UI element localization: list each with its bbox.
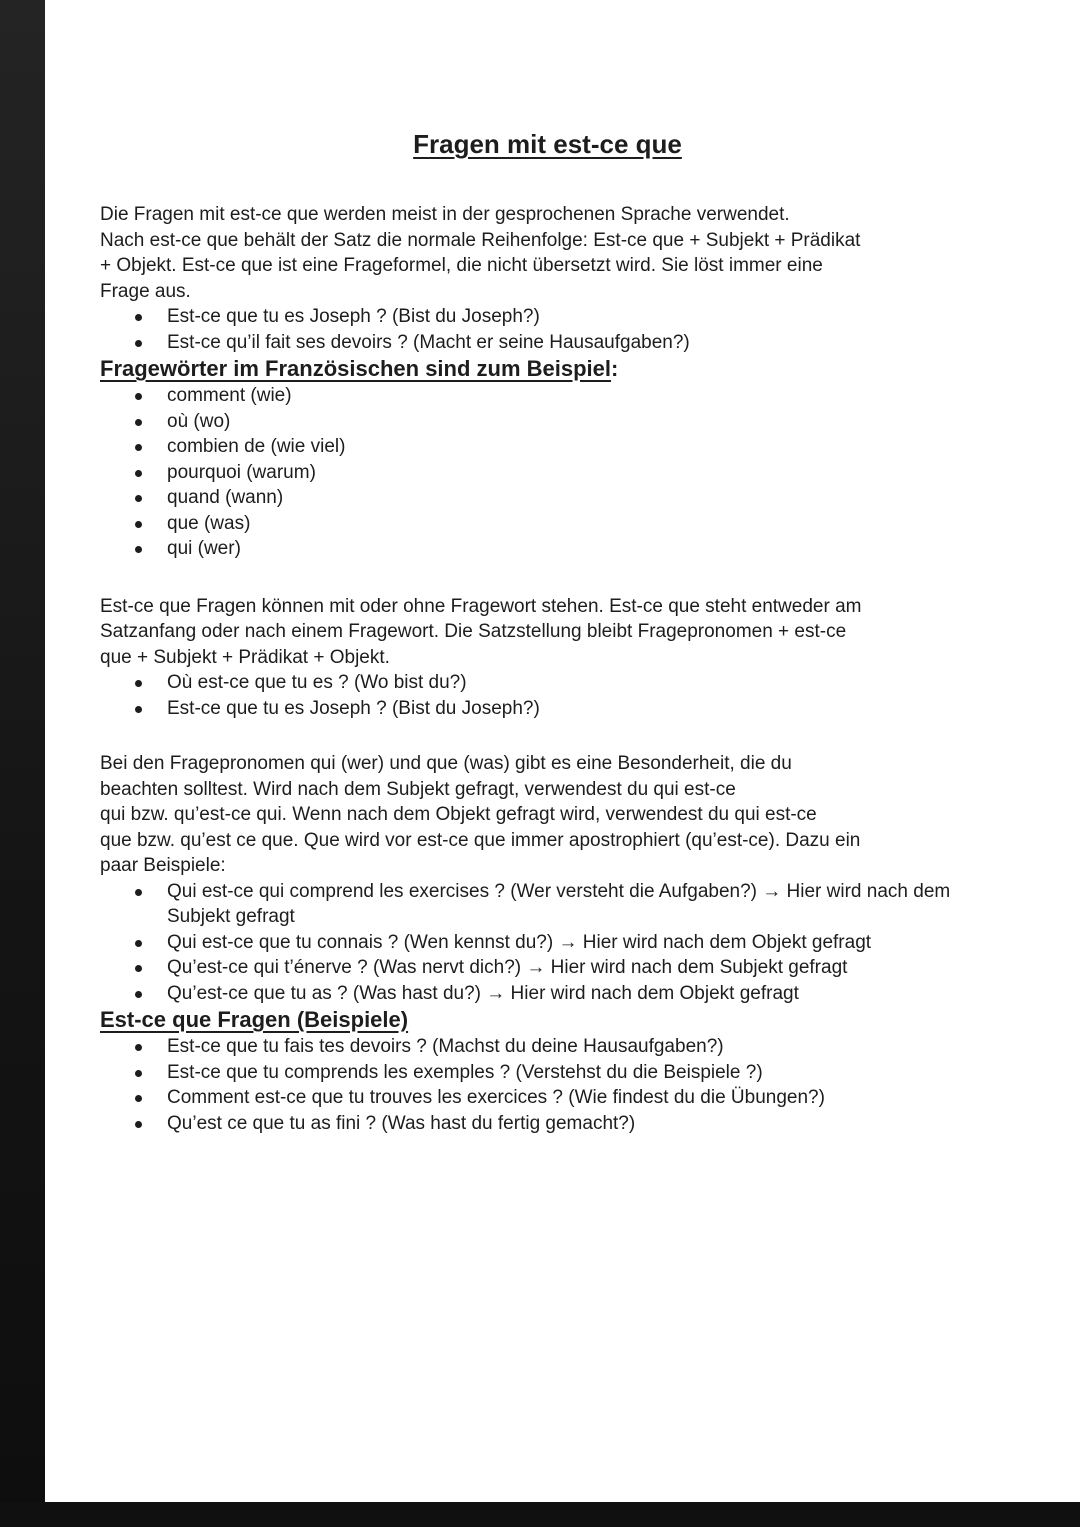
intro-example-list [100,304,995,355]
paragraph-line: qui bzw. qu’est-ce qui. Wenn nach dem Objekt gefragt wird, verwendest du qui est-ce [100,804,817,825]
bullet-dot [135,965,142,972]
document-title: Fragen mit est-ce que [413,129,682,159]
pronomen-section [100,751,995,1006]
scan-dark-edge-left [0,0,45,1527]
heading-text: Est-ce que Fragen (Beispiele) [100,1007,409,1032]
intro-section [100,202,995,355]
bullet-dot [135,393,142,400]
bullet-text: quand (wann) [167,487,284,508]
document-page [45,0,1080,1502]
bullet-dot [135,314,142,321]
bullet-text: Qui est-ce que tu connais ? (Wen kennst du?) → Hier wird nach dem Objekt gefragt [167,931,872,953]
paragraph-line: paar Beispiele: [100,855,226,876]
bullet-text: Où est-ce que tu es ? (Wo bist du?) [167,672,467,693]
paragraph-line: que + Subjekt + Prädikat + Objekt. [100,646,390,668]
list-item [100,511,995,537]
bullet-text: que (was) [167,512,251,534]
bullet-dot [135,1070,142,1077]
list-item [100,670,995,696]
bullet-dot [135,444,142,451]
bullet-text: Qu’est-ce qui t’énerve ? (Was nervt dich?) → Hier wird nach dem Subjekt gefragt [167,957,848,978]
heading-colon: : [611,356,619,381]
usage-section [100,594,995,722]
bullet-text: qui (wer) [167,538,241,559]
bullet-dot [135,546,142,553]
list-item [100,1111,995,1137]
bullet-dot [135,991,142,998]
fragewoerter-section [100,355,995,562]
bullet-dot [135,470,142,477]
paragraph-line: que bzw. qu’est ce que. Que wird vor est-ce que immer apostrophiert (qu’est-ce). Dazu ein [100,829,861,851]
bullet-text: où (wo) [167,410,231,432]
bullet-dot [135,1044,142,1051]
bullet-text: Est-ce que tu es Joseph ? (Bist du Joseph?) [167,306,540,327]
paragraph-line: Satzanfang oder nach einem Fragewort. Die Satzstellung bleibt Fragepronomen + est-ce [100,621,847,642]
bullet-text: pourquoi (warum) [167,461,316,483]
bullet-text: Qu’est ce que tu as fini ? (Was hast du fertig gemacht?) [167,1112,636,1134]
usage-paragraph [100,594,995,671]
bullet-text: Qui est-ce qui comprend les exercises ? (Wer versteht die Aufgaben?) → Hier wird nach dem Subjekt gefragt [167,880,951,927]
list-item [100,383,995,409]
paragraph-line: Die Fragen mit est-ce que werden meist in der gesprochenen Sprache verwendet. [100,204,790,225]
bullet-dot [135,940,142,947]
beispiele-section [100,1006,995,1136]
list-item [100,434,995,460]
list-item [100,879,995,930]
list-item [100,1060,995,1086]
list-item [100,536,995,562]
list-item [100,981,995,1007]
paragraph-line: Nach est-ce que behält der Satz die normale Reihenfolge: Est-ce que + Subjekt + Prädikat [100,229,861,251]
list-item [100,330,995,356]
paragraph-line: + Objekt. Est-ce que ist eine Frageformel, die nicht übersetzt wird. Sie löst immer eine [100,255,823,276]
usage-example-list [100,670,995,721]
list-item [100,460,995,486]
list-item [100,1085,995,1111]
pronomen-example-list [100,879,995,1007]
section-heading-fragewoerter [100,355,995,383]
paragraph-line: Bei den Fragepronomen qui (wer) und que (was) gibt es eine Besonderheit, die du [100,753,792,774]
bullet-dot [135,495,142,502]
bullet-dot [135,889,142,896]
bullet-dot [135,521,142,528]
intro-paragraph [100,202,995,304]
bullet-text: comment (wie) [167,385,292,406]
bullet-dot [135,680,142,687]
bullet-dot [135,1121,142,1128]
paragraph-line: Est-ce que Fragen können mit oder ohne Fragewort stehen. Est-ce que steht entweder am [100,595,862,617]
list-item [100,955,995,981]
beispiele-example-list [100,1034,995,1136]
list-item [100,930,995,956]
bullet-text: Comment est-ce que tu trouves les exercices ? (Wie findest du die Übungen?) [167,1087,825,1108]
paragraph-line: beachten solltest. Wird nach dem Subjekt gefragt, verwendest du qui est-ce [100,778,736,800]
scan-dark-edge-bottom [0,1502,1080,1527]
fragewoerter-list [100,383,995,562]
bullet-text: Qu’est-ce que tu as ? (Was hast du?) → Hier wird nach dem Objekt gefragt [167,982,799,1004]
bullet-dot [135,340,142,347]
paragraph-line: Frage aus. [100,280,191,302]
section-heading-beispiele [100,1006,995,1034]
heading-text: Fragewörter im Französischen sind zum Beispiel [100,356,612,381]
list-item [100,696,995,722]
list-item [100,304,995,330]
bullet-text: Est-ce que tu es Joseph ? (Bist du Joseph?) [167,697,540,719]
list-item [100,485,995,511]
pronomen-paragraph [100,751,995,879]
list-item [100,1034,995,1060]
bullet-text: Est-ce que tu comprends les exemples ? (Verstehst du die Beispiele ?) [167,1061,763,1083]
bullet-text: Est-ce que tu fais tes devoirs ? (Machst du deine Hausaufgaben?) [167,1036,724,1057]
bullet-dot [135,419,142,426]
list-item [100,409,995,435]
bullet-text: Est-ce qu’il fait ses devoirs ? (Macht er seine Hausaufgaben?) [167,331,690,353]
bullet-dot [135,1095,142,1102]
bullet-text: combien de (wie viel) [167,436,346,457]
bullet-dot [135,706,142,713]
